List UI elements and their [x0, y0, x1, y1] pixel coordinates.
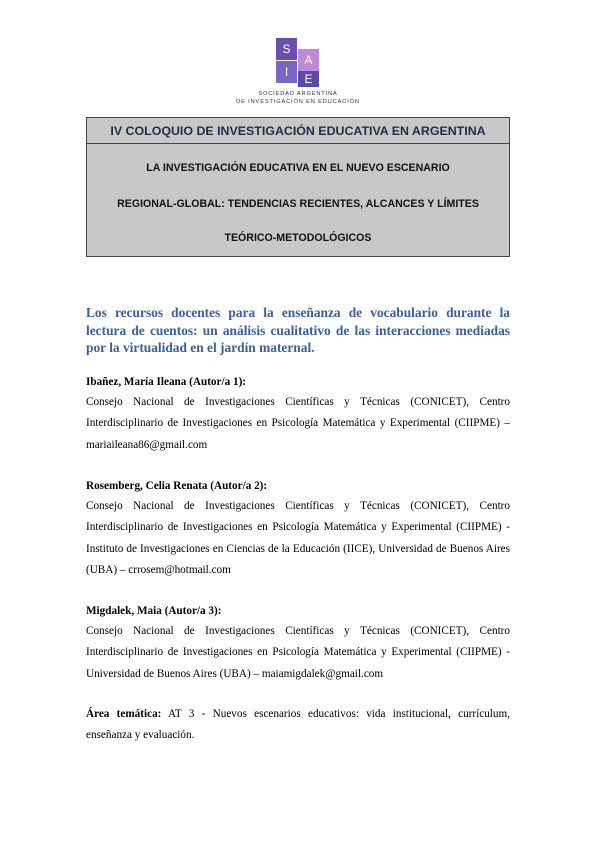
author-name: Rosemberg, Celia Renata (Autor/a 2):	[86, 480, 268, 492]
author-affiliation: Consejo Nacional de Investigaciones Científicas y Técnicas (CONICET), Centro Interdisciplinario de Investigaciones en Psicología Matemática y Experimental (CIIPME) - Instituto de Investigaciones en Ciencias de la Educación (IICE), Universidad de Buenos Aires (UBA) – crrosem@hotmail.com	[86, 500, 510, 576]
thematic-area-text: AT 3 - Nuevos escenarios educativos: vida institucional, currículum, enseñanza y evaluación.	[86, 708, 511, 741]
logo-caption-line2: DE INVESTIGACIÓN EN EDUCACIÓN	[236, 99, 360, 105]
logo-letter-s: S	[276, 38, 297, 60]
logo-caption-line1: SOCIEDAD ARGENTINA	[258, 91, 338, 97]
logo-letter-a: A	[298, 49, 319, 71]
saie-logo	[0, 38, 596, 106]
author-affiliation: Consejo Nacional de Investigaciones Científicas y Técnicas (CONICET), Centro Interdisciplinario de Investigaciones en Psicología Matemática y Experimental (CIIPME) - Universidad de Buenos Aires (UBA) – maiamigdalek@gmail.com	[86, 625, 510, 680]
conference-title: IV COLOQUIO DE INVESTIGACIÓN EDUCATIVA EN ARGENTINA	[87, 118, 509, 144]
logo-letter-i: I	[276, 61, 297, 83]
logo-letter-e: E	[298, 71, 319, 87]
thematic-area-label: Área temática:	[86, 708, 162, 720]
author-block-1	[86, 372, 510, 456]
author-name: Ibañez, María Ileana (Autor/a 1):	[86, 376, 247, 388]
author-block-3	[86, 601, 510, 685]
logo-mark	[276, 38, 320, 84]
author-block-2	[86, 476, 510, 581]
logo-caption	[0, 90, 596, 106]
conference-subtitle-line3: TEÓRICO-METODOLÓGICOS	[224, 232, 372, 244]
conference-header-box	[86, 117, 510, 257]
conference-subtitle-line2: REGIONAL-GLOBAL: TENDENCIAS RECIENTES, ALCANCES Y LÍMITES	[117, 198, 479, 210]
conference-subtitle-line1: LA INVESTIGACIÓN EDUCATIVA EN EL NUEVO ESCENARIO	[146, 162, 450, 174]
author-name: Migdalek, Maia (Autor/a 3):	[86, 605, 222, 617]
author-affiliation: Consejo Nacional de Investigaciones Científicas y Técnicas (CONICET), Centro Interdisciplinario de Investigaciones en Psicología Matemática y Experimental (CIIPME) – mariaileana86@gmail.com	[86, 396, 510, 451]
thematic-area	[86, 704, 510, 746]
paper-title: Los recursos docentes para la enseñanza de vocabulario durante la lectura de cuentos: un análisis cualitativo de las interacciones mediadas por la virtualidad en el jardín maternal.	[86, 305, 510, 356]
